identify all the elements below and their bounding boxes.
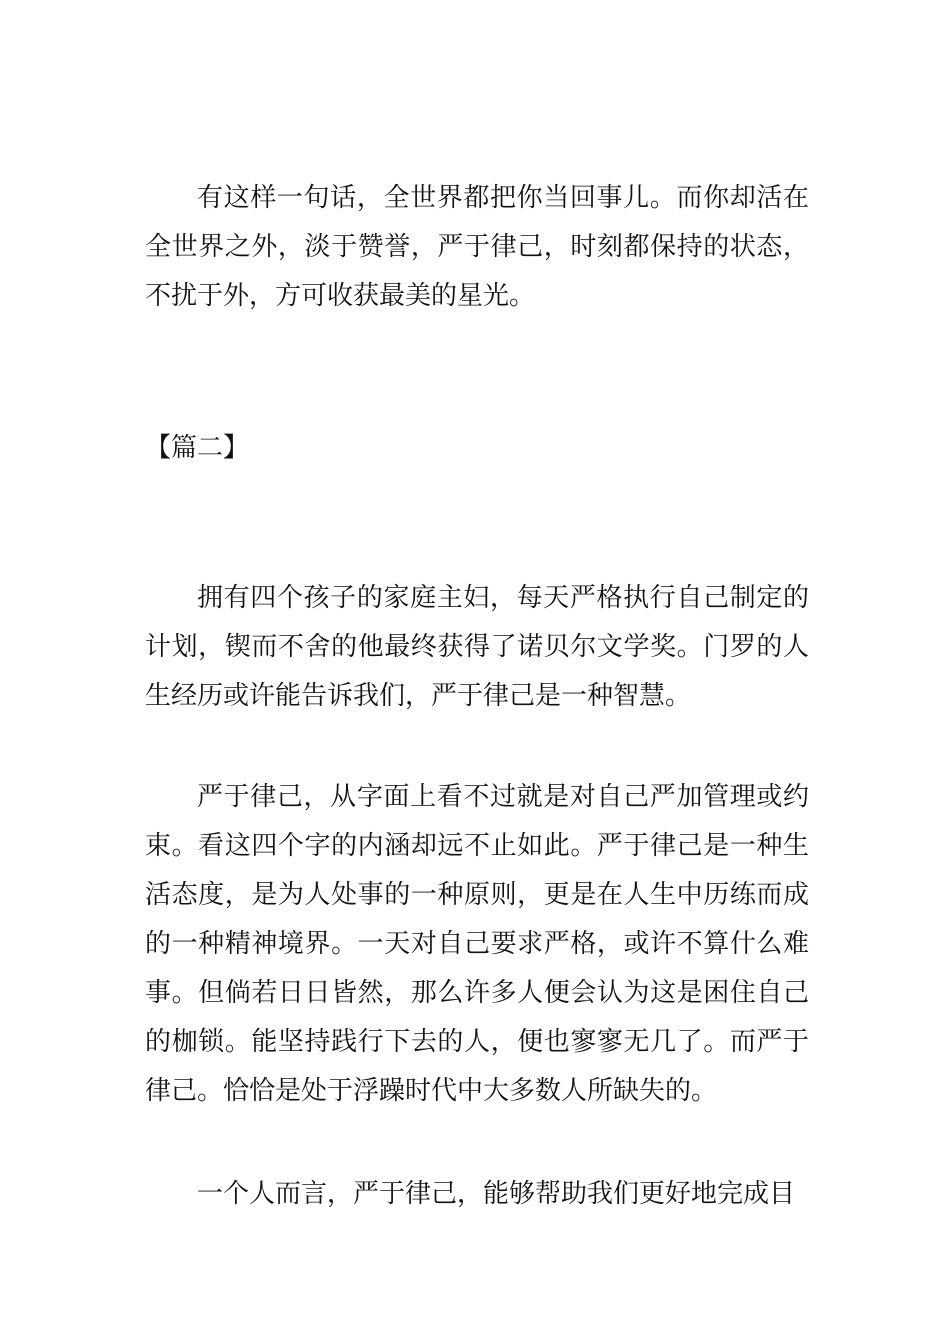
paragraph-3: 严于律己，从字面上看不过就是对自己严加管理或约束。看这四个字的内涵却远不止如此。严于律己是一种生活态度，是为人处事的一种原则，更是在人生中历练而成的一种精神境界。一天对自己要求严格，或许不算什么难事。但倘若日日皆然，那么许多人便会认为这是困住自己的枷锁。能坚持践行下去的人，便也寥寥无几了。而严于律己。恰恰是处于浮躁时代中大多数人所缺失的。 [145,782,809,1106]
paragraph-1: 有这样一句话，全世界都把你当回事儿。而你却活在全世界之外，淡于赞誉，严于律己，时刻都保持的状态，不扰于外，方可收获最美的星光。 [145,183,809,311]
section-heading: 【篇二】 [145,433,250,463]
paragraph-4: 一个人而言，严于律己，能够帮助我们更好地完成目 [197,1179,796,1209]
paragraph-2: 拥有四个孩子的家庭主妇，每天严格执行自己制定的计划，锲而不舍的他最终获得了诺贝尔文学奖。门罗的人生经历或许能告诉我们，严于律己是一种智慧。 [145,583,809,711]
